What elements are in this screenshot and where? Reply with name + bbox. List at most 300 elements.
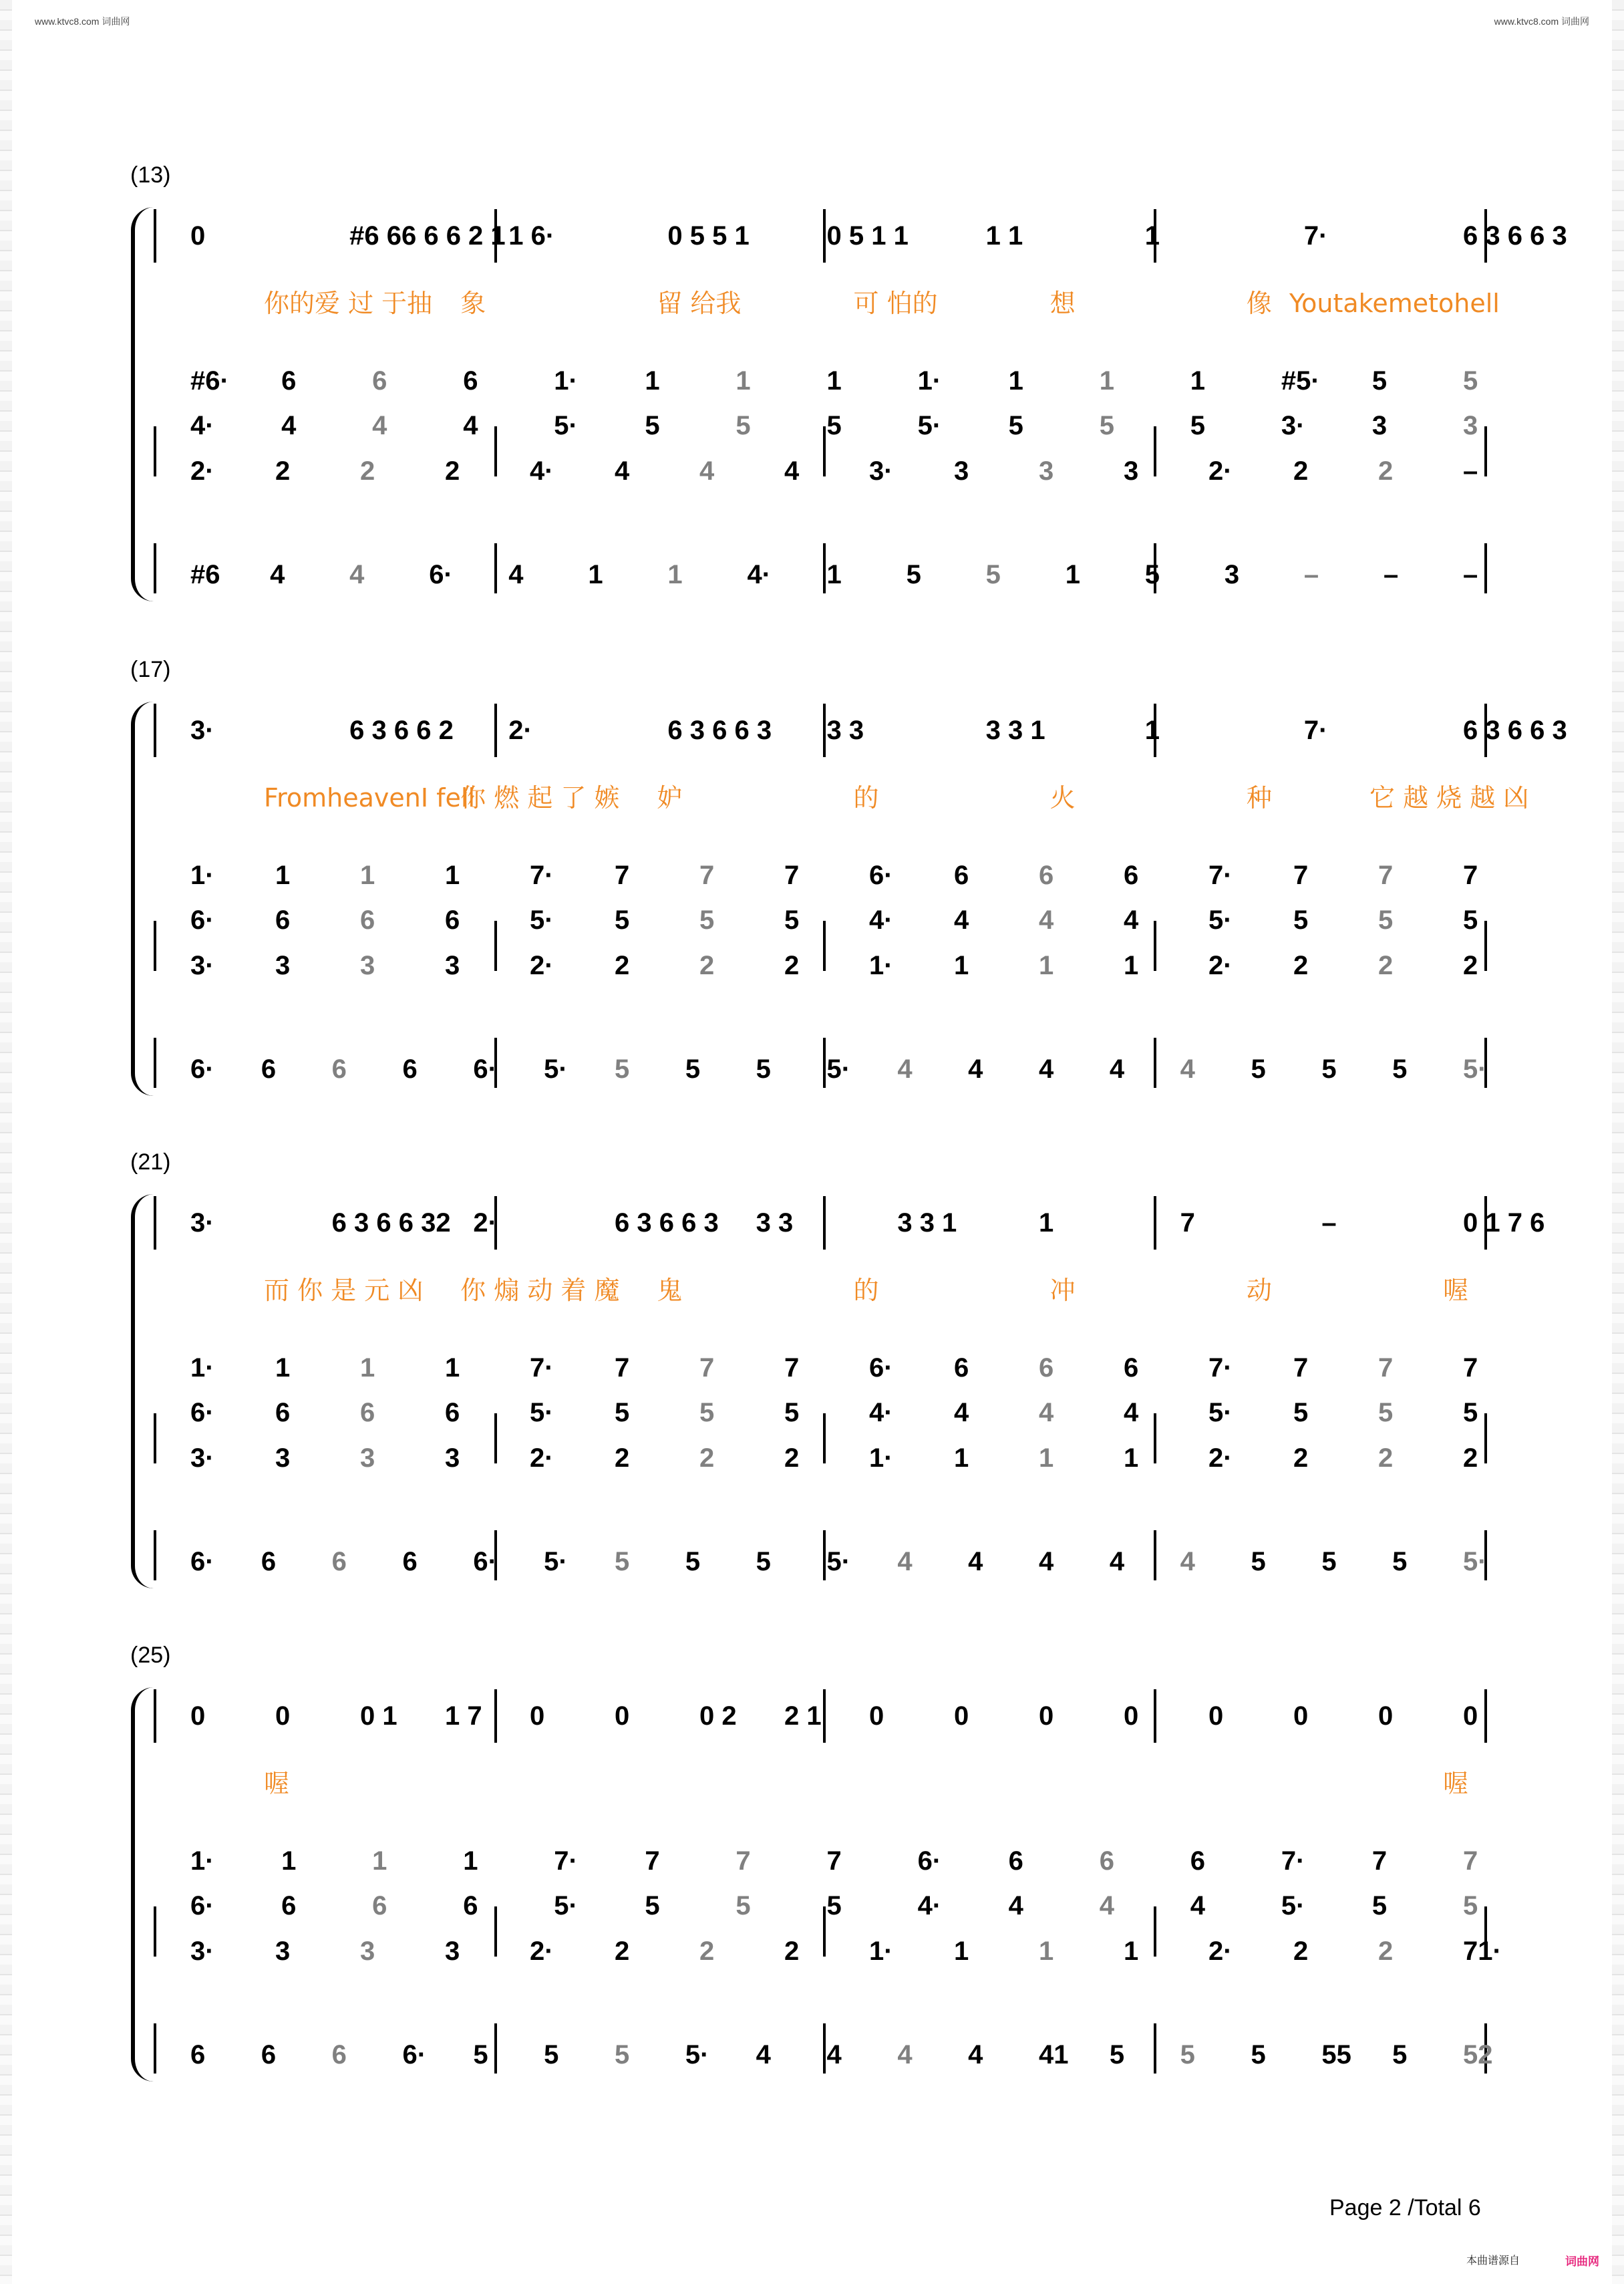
barline — [1154, 1530, 1156, 1580]
bass-note: 41 — [1039, 2040, 1069, 2069]
bass-note: 4 — [897, 1547, 913, 1576]
lyrics-line: 动 — [1246, 1276, 1272, 1305]
chord-bot-note: 3· — [190, 951, 214, 980]
chord-bot-note: 3 — [360, 1443, 375, 1473]
chord-top-note: 6 — [1008, 1846, 1023, 1876]
chord-mid-note: 5 — [1463, 905, 1478, 935]
chord-bot-note: 3· — [190, 1443, 214, 1473]
chord-bot-note: 3 — [954, 456, 969, 486]
melody-note: 0 2 — [699, 1701, 737, 1731]
barline — [823, 1038, 826, 1088]
bass-note: 4 — [1109, 1547, 1125, 1576]
chord-bot-note: 3 — [445, 1937, 460, 1966]
bass-note: 6· — [402, 2040, 427, 2069]
barline — [823, 704, 826, 757]
lyrics-line: 鬼 — [657, 1276, 683, 1305]
bass-note: 5 — [1321, 1547, 1337, 1576]
chord-mid-note: 5 — [784, 905, 800, 935]
barline — [823, 2023, 826, 2074]
chord-bot-note: 2· — [190, 456, 214, 486]
left-edge-strip — [0, 0, 12, 2284]
chord-mid-note: 5 — [615, 1398, 630, 1427]
barline — [494, 704, 497, 757]
melody-note: 6 3 6 6 2 — [349, 716, 454, 745]
melody-note: 0 1 7 6 — [1463, 1208, 1545, 1238]
chord-mid-note: 5· — [1281, 1891, 1305, 1920]
chord-mid-note: 6 — [445, 905, 460, 935]
melody-note: 0 — [275, 1701, 291, 1731]
chord-top-note: 1· — [190, 1846, 214, 1876]
bass-note: 4 — [1109, 1054, 1125, 1084]
bass-note: 55 — [1321, 2040, 1351, 2069]
chord-mid-note: 5 — [1293, 1398, 1309, 1427]
melody-note: 2· — [508, 716, 532, 745]
lyrics-line: 喔 — [1443, 1276, 1469, 1305]
lyrics-line: 的 — [853, 1276, 879, 1305]
chord-mid-note: 5 — [826, 411, 842, 440]
chord-top-note: 7· — [530, 1353, 554, 1383]
barline — [823, 921, 826, 971]
melody-note: 3 3 — [756, 1208, 794, 1238]
chord-top-note: 1 — [281, 1846, 297, 1876]
chord-top-note: #6· — [190, 366, 229, 396]
barline — [494, 426, 497, 476]
chord-mid-note: 4 — [1039, 1398, 1054, 1427]
chord-top-note: 7 — [615, 861, 630, 890]
chord-top-note: 7· — [1281, 1846, 1305, 1876]
chord-top-note: 7 — [1293, 861, 1309, 890]
chord-top-note: 1· — [190, 1353, 214, 1383]
barline — [494, 543, 497, 593]
bass-note: 4 — [968, 1547, 983, 1576]
chord-top-note: 5 — [1371, 366, 1388, 396]
bass-note: 6· — [190, 1547, 214, 1576]
chord-top-note: 6 — [954, 1353, 969, 1383]
bass-note: 4 — [968, 1054, 983, 1084]
barline — [154, 704, 156, 757]
chord-bot-note: 2 — [1378, 456, 1394, 486]
chord-top-note: 7 — [736, 1846, 751, 1876]
chord-mid-note: 5· — [1208, 1398, 1233, 1427]
chord-mid-note: 6 — [445, 1398, 460, 1427]
chord-top-note: 6· — [869, 1353, 893, 1383]
lyrics-line: 种 — [1246, 783, 1272, 813]
chord-top-note: 1· — [554, 366, 578, 396]
bass-note: 4 — [826, 2040, 842, 2069]
chord-mid-note: 5· — [530, 1398, 554, 1427]
chord-bot-note: 1 — [1124, 1937, 1139, 1966]
chord-bot-note: 2 — [275, 456, 291, 486]
melody-note: 7· — [1303, 221, 1328, 251]
chord-bot-note: 2 — [1378, 1937, 1394, 1966]
bass-note: 5· — [544, 1054, 568, 1084]
melody-note: 0 1 — [360, 1701, 397, 1731]
barline — [154, 1530, 156, 1580]
melody-note: 6 3 6 6 3 — [1463, 716, 1567, 745]
chord-mid-note: 5· — [530, 905, 554, 935]
bass-note: 5 — [685, 1054, 701, 1084]
chord-top-note: 1 — [1008, 366, 1023, 396]
chord-mid-note: 5 — [1008, 411, 1023, 440]
chord-bot-note: 2 — [1463, 1443, 1478, 1473]
chord-bot-note: 3 — [275, 951, 291, 980]
barline — [494, 1413, 497, 1463]
barline — [1154, 2023, 1156, 2074]
chord-top-note: 1 — [463, 1846, 478, 1876]
bass-note: 5· — [1463, 1547, 1487, 1576]
bass-note: 5 — [1180, 2040, 1195, 2069]
bass-note: 4 — [270, 560, 285, 589]
chord-mid-note: 4 — [463, 411, 478, 440]
chord-bot-note: 2 — [615, 1937, 630, 1966]
chord-mid-note: 5 — [699, 1398, 715, 1427]
bass-note: 3 — [1224, 560, 1240, 589]
chord-bot-note: 1 — [1124, 1443, 1139, 1473]
barline — [154, 543, 156, 593]
chord-bot-note: 3· — [190, 1937, 214, 1966]
chord-top-note: 6 — [1190, 1846, 1206, 1876]
chord-mid-note: 6· — [190, 1891, 214, 1920]
chord-mid-note: 4· — [869, 1398, 893, 1427]
melody-note: 6 3 6 6 32 — [331, 1208, 451, 1238]
barline — [1484, 921, 1487, 971]
bass-note: 6 — [261, 1547, 277, 1576]
chord-bot-note: 1 — [954, 1937, 969, 1966]
chord-mid-note: 6 — [360, 905, 375, 935]
barline — [154, 209, 156, 263]
bass-note: 4 — [1039, 1054, 1054, 1084]
chord-mid-note: 6 — [463, 1891, 478, 1920]
melody-note: 1 — [1039, 1208, 1054, 1238]
melody-note: 6 3 6 6 3 — [667, 716, 772, 745]
chord-top-note: 7· — [1208, 1353, 1233, 1383]
chord-mid-note: 5· — [554, 411, 578, 440]
bass-note: 5 — [1109, 2040, 1125, 2069]
chord-top-note: 7 — [1463, 861, 1478, 890]
chord-bot-note: 2· — [530, 1937, 554, 1966]
chord-bot-note: 3 — [1124, 456, 1139, 486]
melody-note: #6 66 6 6 2 1 — [349, 221, 506, 251]
melody-note: 0 — [190, 221, 206, 251]
bass-note: 1 — [1065, 560, 1080, 589]
bass-note: 1 — [667, 560, 683, 589]
barline — [154, 1906, 156, 1957]
chord-top-note: 6 — [1039, 861, 1054, 890]
lyrics-line: 而 你 是 元 凶 — [264, 1276, 424, 1305]
chord-top-note: 7 — [1371, 1846, 1388, 1876]
melody-note: 6 3 6 6 3 — [1463, 221, 1567, 251]
bass-note: 5· — [685, 2040, 709, 2069]
melody-note: 0 — [1124, 1701, 1139, 1731]
chord-top-note: 7 — [1463, 1846, 1478, 1876]
chord-mid-note: 5 — [1099, 411, 1114, 440]
chord-bot-note: 1 — [1039, 1443, 1054, 1473]
chord-top-note: 7 — [1293, 1353, 1309, 1383]
barline — [823, 1530, 826, 1580]
bass-note: 5 — [544, 2040, 559, 2069]
lyrics-line: 你 燃 起 了 嫉 — [460, 783, 620, 813]
chord-top-note: 7 — [1378, 1353, 1394, 1383]
barline — [494, 2023, 497, 2074]
melody-note: 0 — [869, 1701, 884, 1731]
chord-bot-note: 1 — [954, 951, 969, 980]
bass-note: 52 — [1463, 2040, 1493, 2069]
bass-note: 6· — [429, 560, 453, 589]
lyrics-line: 喔 — [1443, 1769, 1469, 1798]
bass-note: 1 — [588, 560, 603, 589]
chord-mid-note: 6· — [190, 905, 214, 935]
lyrics-line: 火 — [1049, 783, 1076, 813]
bass-note: – — [1303, 560, 1319, 589]
chord-bot-note: 2· — [1208, 1937, 1233, 1966]
bass-note: 6· — [190, 1054, 214, 1084]
bass-note: 6 — [331, 2040, 347, 2069]
melody-note: 3 3 1 — [897, 1208, 957, 1238]
bass-note: 5 — [756, 1054, 771, 1084]
chord-top-note: 7 — [784, 1353, 800, 1383]
melody-note: 1 6· — [508, 221, 555, 251]
bass-note: 6 — [402, 1054, 418, 1084]
barline — [823, 1906, 826, 1957]
chord-mid-note: 4· — [190, 411, 214, 440]
barline — [154, 921, 156, 971]
chord-mid-note: 3· — [1281, 411, 1305, 440]
barline — [1154, 921, 1156, 971]
chord-bot-note: 1· — [869, 951, 893, 980]
barline — [154, 1413, 156, 1463]
chord-top-note: 7 — [699, 1353, 715, 1383]
bass-note: 5· — [826, 1547, 851, 1576]
barline — [823, 1689, 826, 1743]
chord-mid-note: 4 — [954, 905, 969, 935]
chord-mid-note: 3 — [1463, 411, 1478, 440]
chord-top-note: 1 — [275, 861, 291, 890]
melody-note: 2 1 — [784, 1701, 822, 1731]
barline — [823, 1413, 826, 1463]
chord-bot-note: 2 — [615, 951, 630, 980]
chord-mid-note: 5 — [736, 411, 751, 440]
melody-note: 0 5 5 1 — [667, 221, 750, 251]
chord-bot-note: 2 — [699, 1443, 715, 1473]
bass-note: 5 — [1392, 2040, 1408, 2069]
bass-note: – — [1463, 560, 1478, 589]
chord-bot-note: 2 — [784, 951, 800, 980]
melody-note: 1 — [1144, 221, 1160, 251]
chord-bot-note: 4 — [699, 456, 715, 486]
barline — [494, 1906, 497, 1957]
system-label: (13) — [130, 162, 171, 188]
bass-note: 5 — [1392, 1054, 1408, 1084]
melody-note: 6 3 6 6 3 — [615, 1208, 719, 1238]
chord-top-note: 7 — [826, 1846, 842, 1876]
bass-note: 5 — [985, 560, 1001, 589]
chord-mid-note: 5 — [1293, 905, 1309, 935]
chord-mid-note: 5· — [917, 411, 942, 440]
lyrics-line: 你 煽 动 着 魔 — [460, 1276, 620, 1305]
chord-bot-note: 2 — [699, 1937, 715, 1966]
melody-note: 0 — [1463, 1701, 1478, 1731]
header-right: www.ktvc8.com 词曲网 — [1494, 16, 1589, 27]
chord-top-note: 7 — [1378, 861, 1394, 890]
chord-top-note: 6 — [372, 366, 387, 396]
chord-mid-note: 4 — [1008, 1891, 1023, 1920]
chord-bot-note: 2 — [699, 951, 715, 980]
chord-top-note: 7· — [530, 861, 554, 890]
chord-top-note: 7 — [615, 1353, 630, 1383]
bass-note: 4 — [897, 1054, 913, 1084]
system-brace — [131, 1194, 158, 1588]
barline — [1154, 1038, 1156, 1088]
chord-bot-note: 2· — [1208, 1443, 1233, 1473]
bass-note: 1 — [826, 560, 842, 589]
chord-mid-note: 3 — [1371, 411, 1388, 440]
bass-note: 4 — [349, 560, 365, 589]
melody-note: 0 — [1208, 1701, 1224, 1731]
header-left: www.ktvc8.com 词曲网 — [35, 16, 130, 27]
melody-note: 0 — [954, 1701, 969, 1731]
chord-top-note: 6 — [281, 366, 297, 396]
chord-bot-note: 2 — [1293, 456, 1309, 486]
melody-note: 0 — [530, 1701, 545, 1731]
system-brace — [131, 1687, 158, 2082]
chord-mid-note: 5 — [645, 1891, 660, 1920]
barline — [154, 1689, 156, 1743]
chord-bot-note: 2 — [1378, 951, 1394, 980]
bass-note: 5 — [1321, 1054, 1337, 1084]
melody-note: 7 — [1180, 1208, 1195, 1238]
chord-mid-note: 5 — [699, 905, 715, 935]
chord-mid-note: 5 — [1190, 411, 1206, 440]
bass-note: – — [1383, 560, 1399, 589]
lyrics-line: 妒 — [657, 783, 683, 813]
lyrics-line: 可 怕的 — [853, 289, 938, 318]
chord-top-note: 6 — [1099, 1846, 1114, 1876]
barline — [1484, 543, 1487, 593]
barline — [823, 209, 826, 263]
chord-bot-note: 2 — [1293, 1443, 1309, 1473]
bass-note: 6 — [190, 2040, 206, 2069]
melody-note: 3· — [190, 1208, 214, 1238]
melody-note: 0 — [190, 1701, 206, 1731]
lyrics-line: 你的爱 过 于抽 — [264, 289, 433, 318]
chord-mid-note: 4 — [1124, 1398, 1139, 1427]
chord-top-note: 1 — [445, 861, 460, 890]
barline — [494, 1689, 497, 1743]
chord-bot-note: – — [1463, 456, 1478, 486]
chord-top-note: 6 — [1039, 1353, 1054, 1383]
footer-site: 词曲网 — [1565, 2255, 1599, 2268]
melody-note: 0 5 1 1 — [826, 221, 909, 251]
barline — [1484, 426, 1487, 476]
page-indicator: Page 2 /Total 6 — [1329, 2195, 1481, 2221]
bass-note: 4 — [756, 2040, 771, 2069]
chord-mid-note: 5 — [1378, 1398, 1394, 1427]
bass-note: 5 — [473, 2040, 488, 2069]
chord-bot-note: 2 — [1463, 951, 1478, 980]
lyrics-line: 的 — [853, 783, 879, 813]
chord-top-note: 5 — [1463, 366, 1478, 396]
chord-mid-note: 5 — [1378, 905, 1394, 935]
chord-bot-note: 2 — [615, 1443, 630, 1473]
chord-mid-note: 4 — [372, 411, 387, 440]
melody-note: 0 — [1378, 1701, 1394, 1731]
chord-top-note: 7· — [554, 1846, 578, 1876]
bass-note: 5· — [1463, 1054, 1487, 1084]
chord-bot-note: 2· — [1208, 456, 1233, 486]
lyrics-line: 它 越 烧 越 凶 — [1369, 783, 1529, 813]
bass-note: 6· — [473, 1054, 497, 1084]
bass-note: 5 — [615, 1547, 630, 1576]
melody-note: 0 — [1039, 1701, 1054, 1731]
chord-top-note: 6· — [869, 861, 893, 890]
bass-note: 5 — [1251, 1054, 1266, 1084]
chord-top-note: 6 — [954, 861, 969, 890]
chord-bot-note: 4· — [530, 456, 554, 486]
chord-top-note: #5· — [1281, 366, 1320, 396]
chord-bot-note: 4 — [784, 456, 800, 486]
melody-note: 0 — [1293, 1701, 1309, 1731]
bass-note: 6 — [331, 1547, 347, 1576]
chord-mid-note: 6· — [190, 1398, 214, 1427]
system-label: (17) — [130, 657, 171, 682]
chord-mid-note: 5 — [1463, 1398, 1478, 1427]
chord-bot-note: 1 — [954, 1443, 969, 1473]
lyrics-line: 喔 — [264, 1769, 290, 1798]
chord-mid-note: 4 — [1190, 1891, 1206, 1920]
melody-note: 2· — [473, 1208, 497, 1238]
chord-mid-note: 4· — [917, 1891, 942, 1920]
melody-note: 1 1 — [985, 221, 1023, 251]
chord-bot-note: 71· — [1463, 1937, 1502, 1966]
chord-mid-note: 6 — [281, 1891, 297, 1920]
chord-bot-note: 3 — [360, 1937, 375, 1966]
bass-note: 4 — [897, 2040, 913, 2069]
bass-note: 5· — [826, 1054, 851, 1084]
bass-note: 5 — [756, 1547, 771, 1576]
chord-top-note: 6 — [463, 366, 478, 396]
system-brace — [131, 702, 158, 1096]
bass-note: 6 — [261, 1054, 277, 1084]
chord-bot-note: 3 — [275, 1937, 291, 1966]
chord-bot-note: 1 — [1039, 1937, 1054, 1966]
system-label: (25) — [130, 1643, 171, 1668]
bass-note: 5 — [685, 1547, 701, 1576]
barline — [1154, 1906, 1156, 1957]
barline — [494, 921, 497, 971]
chord-top-note: 1 — [736, 366, 751, 396]
lyrics-line: 冲 — [1049, 1276, 1076, 1305]
lyrics-line: FromheavenI fell — [264, 783, 476, 813]
bass-note: 4 — [508, 560, 524, 589]
chord-bot-note: 3 — [275, 1443, 291, 1473]
barline — [154, 1196, 156, 1250]
chord-top-note: 1 — [360, 1353, 375, 1383]
chord-bot-note: 1· — [869, 1937, 893, 1966]
chord-bot-note: 3 — [445, 1443, 460, 1473]
melody-note: 3 3 — [826, 716, 864, 745]
chord-bot-note: 2 — [1293, 1937, 1309, 1966]
lyrics-line: 留 给我 — [657, 289, 742, 318]
right-edge-strip — [1612, 0, 1624, 2284]
melody-note: 1 7 — [445, 1701, 482, 1731]
bass-note: 5 — [1144, 560, 1160, 589]
lyrics-line: 像 — [1246, 289, 1272, 318]
barline — [823, 1196, 826, 1250]
chord-mid-note: 4· — [869, 905, 893, 935]
chord-top-note: 6 — [1124, 861, 1139, 890]
lyrics-line: 象 — [460, 289, 486, 318]
barline — [1484, 1413, 1487, 1463]
